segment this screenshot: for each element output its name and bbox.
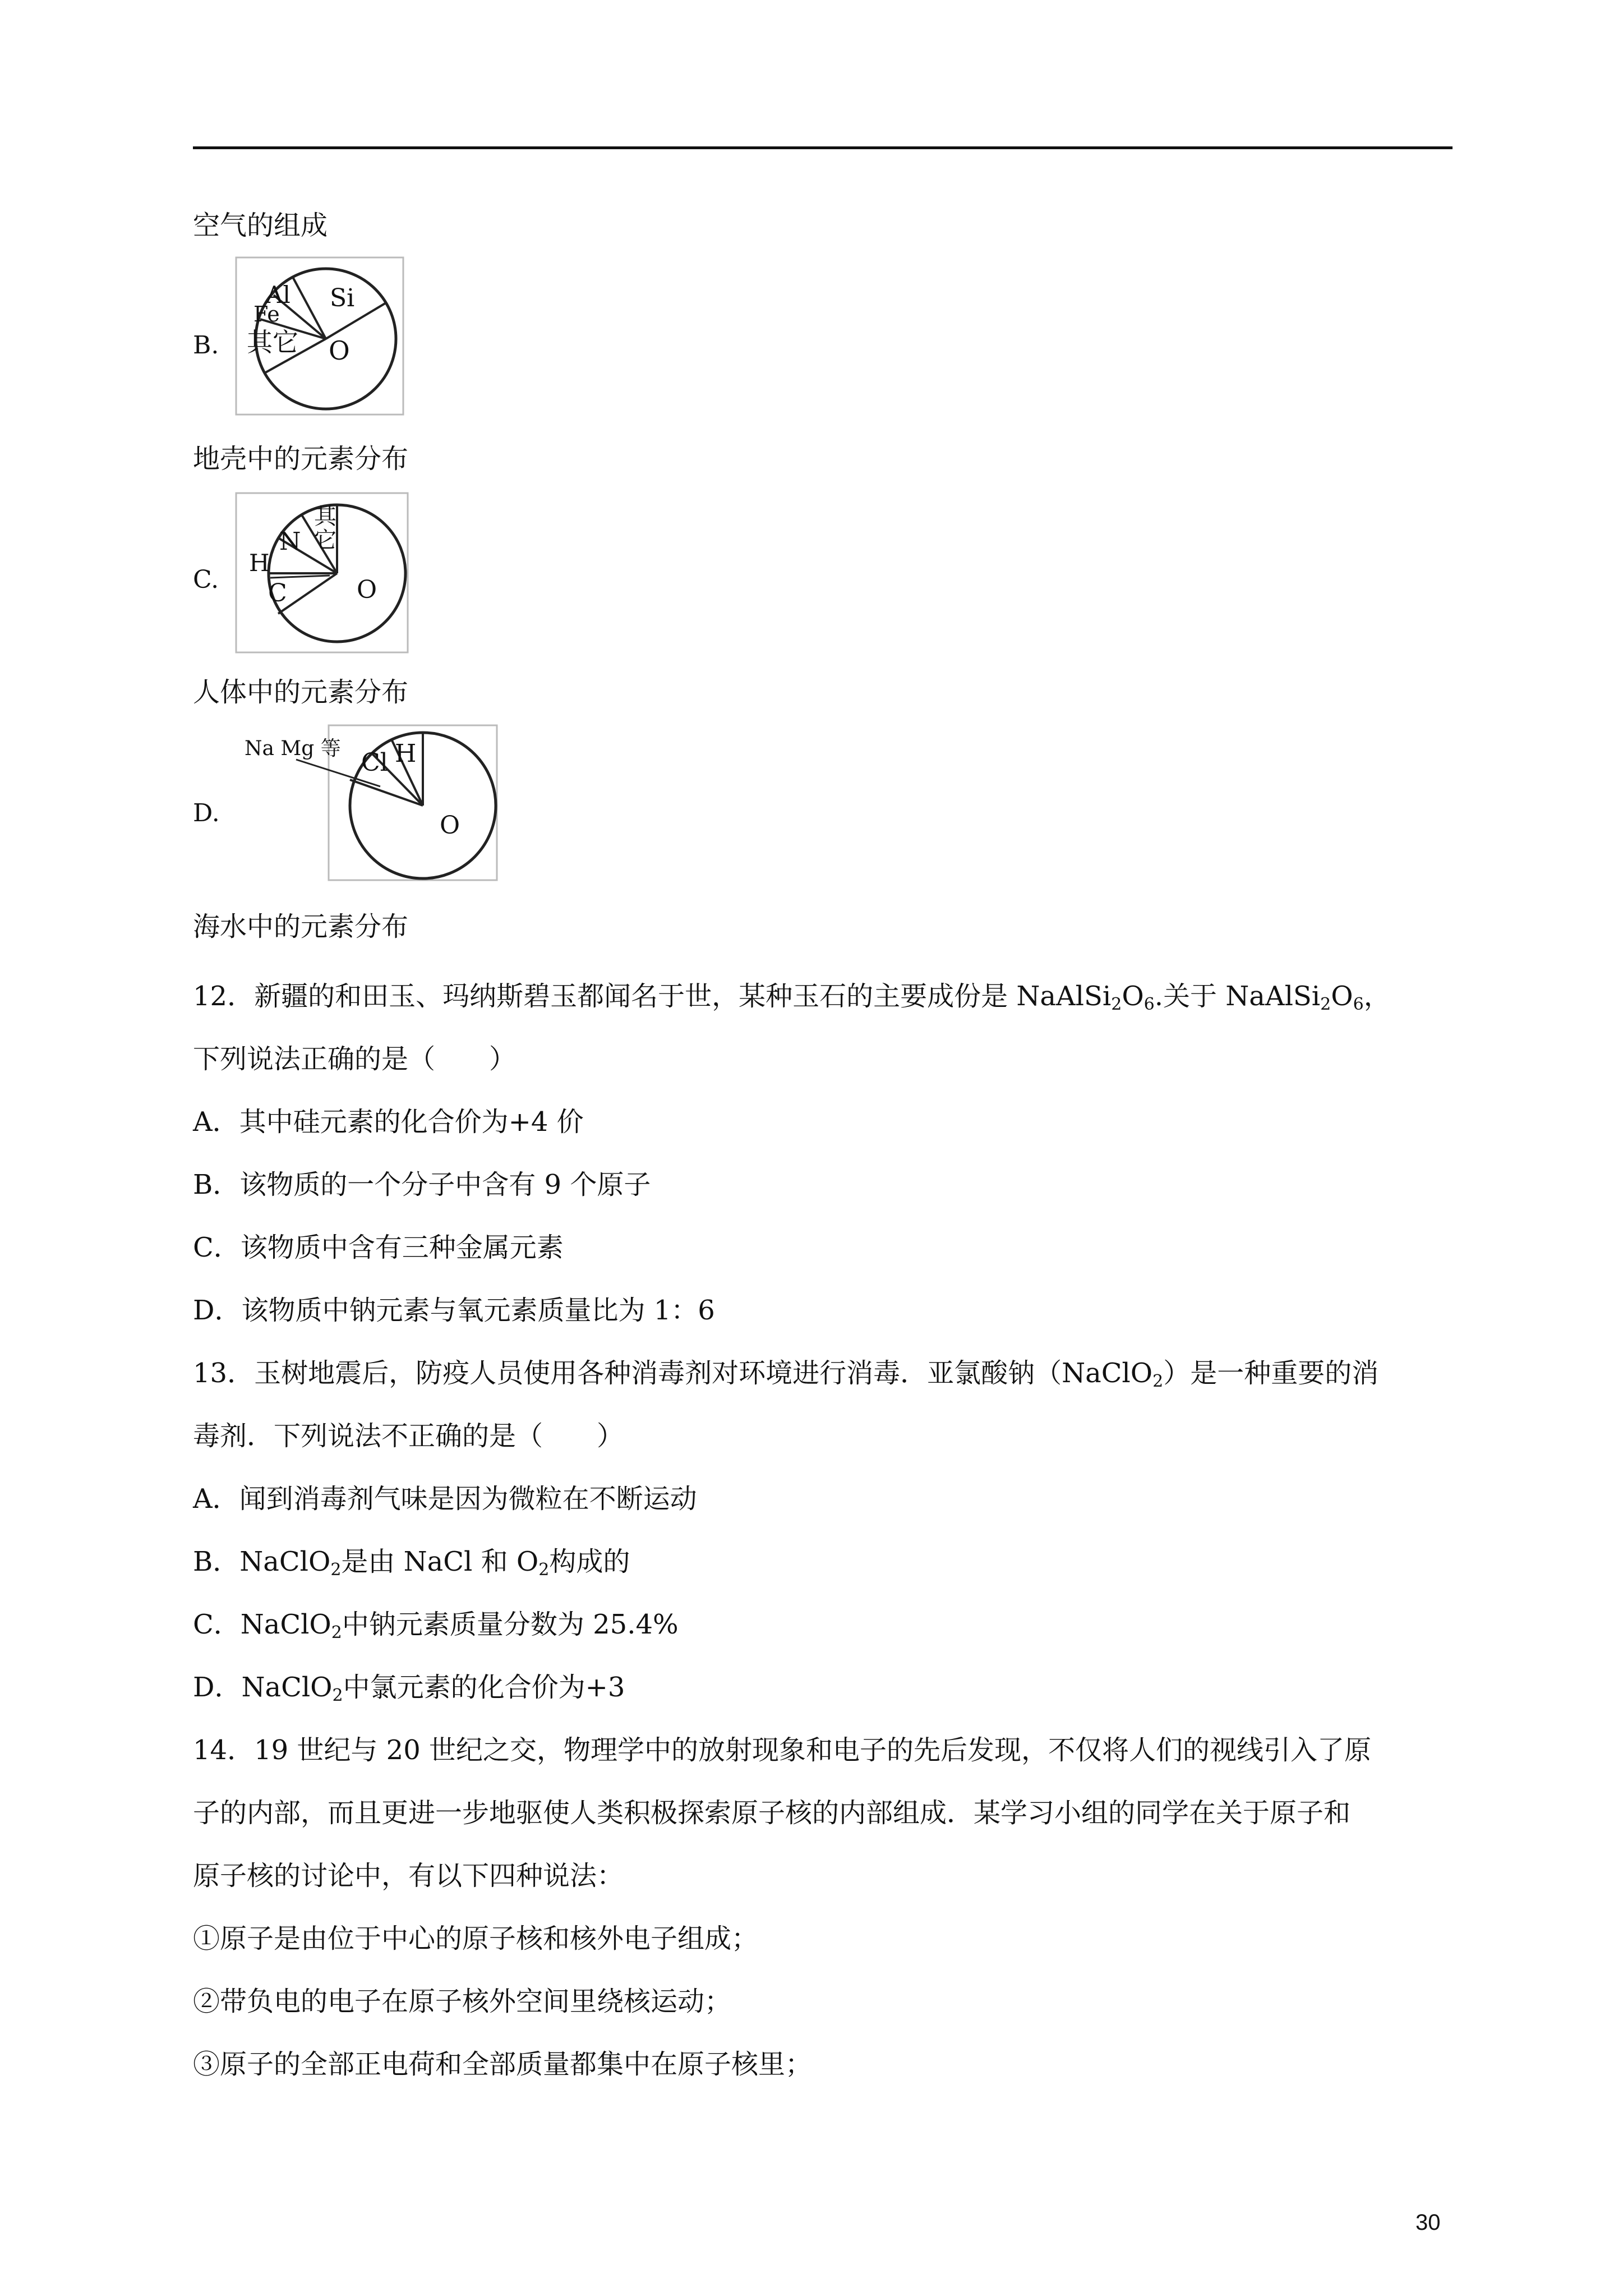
q14-line-2: 子的内部，而且更进一步地驱使人类积极探索原子核的内部组成．某学习小组的同学在关于原子和: [193, 1797, 1351, 1829]
pie-label: O: [357, 576, 377, 604]
q13-subscript: 2: [331, 1623, 342, 1642]
q13-subscript: 2: [332, 1686, 343, 1705]
page-number: 30: [1415, 2210, 1441, 2235]
caption-human-body: 人体中的元素分布: [193, 677, 409, 708]
q13-text: 中氯元素的化合价为+3: [343, 1672, 625, 1703]
q12-option-d: D．该物质中钠元素与氧元素质量比为 1：6: [193, 1295, 715, 1326]
q13-subscript: 2: [538, 1560, 550, 1580]
q14-line-3: 原子核的讨论中，有以下四种说法：: [193, 1860, 624, 1892]
q12-stem-line-1: [193, 979, 1391, 1013]
q14-statement-2: ②带负电的电子在原子核外空间里绕核运动；: [193, 1986, 732, 2017]
q12-text: 12．新疆的和田玉、玛纳斯碧玉都闻名于世，某种玉石的主要成份是 NaAlSi: [193, 981, 1112, 1012]
q14-statement-3: ③原子的全部正电荷和全部质量都集中在原子核里；: [193, 2049, 813, 2080]
q12-text: O: [1331, 981, 1353, 1012]
option-label-d: D.: [193, 799, 220, 827]
q12-text: ，: [1363, 981, 1391, 1012]
pie-label: 其: [314, 504, 336, 530]
pie-crust-elements: [234, 256, 405, 416]
pie-label: H: [395, 739, 417, 768]
q12-stem-line-2: 下列说法正确的是（ ）: [193, 1043, 517, 1075]
q13-subscript: 2: [330, 1560, 342, 1580]
q12-subscript: 6: [1353, 995, 1364, 1014]
q13-stem-line-1: [193, 1356, 1378, 1390]
pie-human-body-elements: [234, 491, 409, 654]
caption-crust: 地壳中的元素分布: [193, 443, 409, 475]
pie-label: N: [279, 527, 301, 556]
q14-statement-1: ①原子是由位于中心的原子核和核外电子组成；: [193, 1923, 759, 1954]
option-label-b: B.: [193, 331, 219, 360]
q12-subscript: 2: [1320, 995, 1331, 1014]
pie-label: 它: [314, 527, 336, 553]
pie-seawater-elements: [234, 724, 499, 882]
q13-text: 中钠元素质量分数为 25.4%: [342, 1609, 679, 1640]
q13-stem-line-2: 毒剂．下列说法不正确的是（ ）: [193, 1420, 624, 1452]
option-label-c: C.: [193, 565, 219, 594]
q13-text: C．NaClO: [193, 1609, 331, 1640]
q13-text: 是由 NaCl 和 O: [341, 1546, 539, 1577]
q12-subscript: 6: [1144, 995, 1155, 1014]
pie-label: Fe: [253, 302, 280, 326]
q12-option-a: A．其中硅元素的化合价为+4 价: [193, 1106, 584, 1138]
q13-subscript: 2: [1152, 1372, 1164, 1391]
q12-option-c: C．该物质中含有三种金属元素: [193, 1232, 564, 1263]
pie-label: 其它: [247, 327, 298, 357]
q13-text: ）是一种重要的消: [1163, 1358, 1379, 1389]
q13-option-d: [193, 1671, 625, 1704]
q14-line-1: 14．19 世纪与 20 世纪之交，物理学中的放射现象和电子的先后发现，不仅将人们的视线引入了原: [193, 1734, 1372, 1766]
q13-option-a: A．闻到消毒剂气味是因为微粒在不断运动: [193, 1483, 697, 1515]
pie-label: C: [268, 579, 287, 608]
pie-label: Cl: [361, 748, 388, 777]
q13-text: 13．玉树地震后，防疫人员使用各种消毒剂对环境进行消毒．亚氯酸钠（NaClO: [193, 1358, 1153, 1389]
q13-option-b: [193, 1545, 630, 1579]
q13-text: D．NaClO: [193, 1672, 333, 1703]
q12-text: .关于 NaAlSi: [1154, 981, 1321, 1012]
q12-subscript: 2: [1111, 995, 1122, 1014]
pie-label: Al: [266, 281, 291, 309]
q12-text: O: [1122, 981, 1144, 1012]
caption-seawater: 海水中的元素分布: [193, 911, 409, 942]
pie-label: O: [329, 335, 350, 366]
q12-option-b: B．该物质的一个分子中含有 9 个原子: [193, 1169, 651, 1200]
q13-text: B．NaClO: [193, 1546, 331, 1577]
pie-label: Na Mg 等: [245, 737, 341, 760]
header-rule: [193, 146, 1453, 149]
caption-air-composition: 空气的组成: [193, 210, 328, 241]
pie-label: H: [249, 549, 270, 577]
pie-label: Si: [330, 284, 355, 312]
q13-option-c: [193, 1608, 679, 1641]
q13-text: 构成的: [549, 1546, 630, 1577]
pie-label: O: [440, 811, 460, 840]
